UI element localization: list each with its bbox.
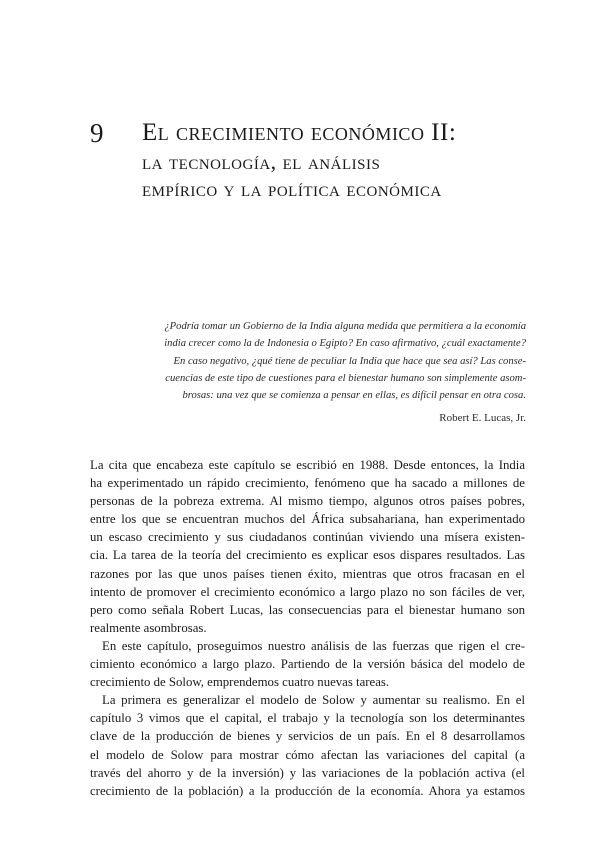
body-line: través del ahorro y de la inversión) y las variaciones de la población activa (el: [90, 765, 525, 780]
body-line: crecimiento de Solow, emprendemos cuatro nuevas tareas.: [90, 675, 390, 690]
chapter-number: 9: [90, 118, 104, 148]
epigraph-line: ¿Podría tomar un Gobierno de la India alguna medida que permitiera a la economía: [164, 321, 526, 332]
body-line: capítulo 3 vimos que el capital, el trabajo y la tecnología son los determinantes: [90, 711, 525, 726]
chapter-title-line: la tecnología, el análisis: [142, 149, 381, 174]
body-line: un escaso crecimiento y sus ciudadanos continúan viviendo una mísera existen-: [90, 530, 525, 545]
body-text: [90, 456, 525, 800]
body-line: pero como señala Robert Lucas, las consecuencias para el bienestar humano son: [90, 602, 525, 617]
body-line: realmente asombrosas.: [90, 620, 207, 635]
epigraph: [150, 318, 526, 404]
body-line: En este capítulo, proseguimos nuestro análisis de las fuerzas que rigen el cre-: [102, 638, 525, 653]
epigraph-author: Robert E. Lucas, Jr.: [439, 412, 526, 424]
epigraph-line: cuencias de este tipo de cuestiones para el bienestar humano son simplemente asom-: [165, 372, 526, 384]
body-line: cimiento económico a largo plazo. Partiendo de la versión básica del modelo de: [90, 657, 525, 672]
chapter-title-line: El crecimiento económico II:: [142, 119, 457, 146]
body-line: La primera es generalizar el modelo de Solow y aumentar su realismo. En el: [102, 693, 525, 708]
body-line: crecimiento de la población) a la producción de la economía. Ahora ya estamos: [90, 783, 525, 798]
body-line: personas de la pobreza extrema. Al mismo tiempo, algunos otros países pobres,: [90, 494, 525, 509]
body-line: cia. La tarea de la teoría del crecimiento es explicar esos dispares resultados. Las: [90, 548, 525, 563]
body-line: entre los que se encuentran muchos del África subsahariana, han experimentado: [90, 512, 525, 527]
epigraph-line: india crecer como la de Indonesia o Egipto? En caso afirmativo, ¿cuál exactamente?: [164, 338, 526, 350]
epigraph-line: brosas: una vez que se comienza a pensar en ellas, es difícil pensar en otra cosa.: [182, 390, 526, 402]
body-line: intento de promover el crecimiento económico a largo plazo no son fáciles de ver,: [90, 584, 525, 599]
chapter-title-line: empírico y la política económica: [142, 176, 442, 201]
body-line: razones por las que unos países tienen éxito, mientras que otros fracasan en el: [90, 566, 525, 581]
body-line: ha experimentado un rápido crecimiento, fenómeno que ha sacado a millones de: [90, 476, 525, 491]
chapter-title: [142, 118, 582, 202]
body-line: el modelo de Solow para mostrar cómo afectan las variaciones del capital (a: [90, 747, 525, 762]
body-line: clave de la producción de bienes y servicios de un país. En el 8 desarrollamos: [90, 729, 525, 744]
epigraph-line: En caso negativo, ¿qué tiene de peculiar la India que hace que sea así? Las conse-: [173, 355, 526, 367]
body-line: La cita que encabeza este capítulo se escribió en 1988. Desde entonces, la India: [90, 458, 525, 472]
